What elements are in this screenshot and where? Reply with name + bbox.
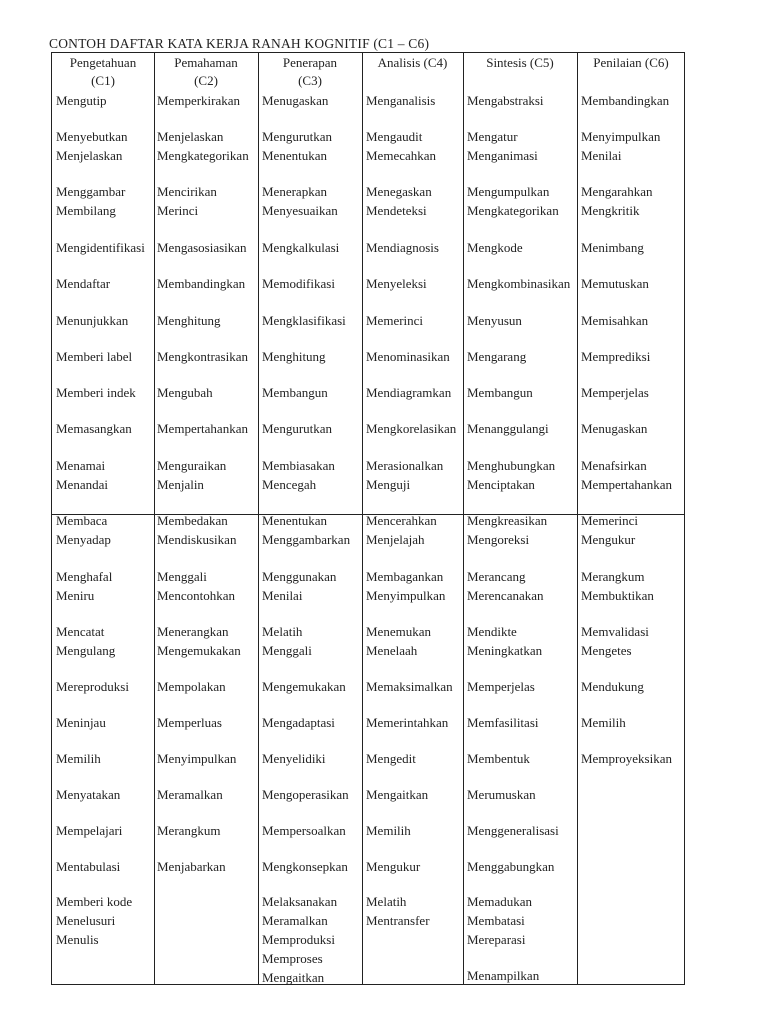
verb-cell: Menulis	[56, 932, 99, 947]
verb-cell: Meramalkan	[262, 913, 328, 928]
verb-cell: Mengedit	[366, 751, 416, 766]
verb-cell: Menelaah	[366, 643, 418, 658]
verb-cell: Menelusuri	[56, 913, 116, 928]
verb-cell: Menyelidiki	[262, 751, 326, 766]
verb-cell: Merinci	[157, 203, 199, 218]
column-divider	[577, 53, 578, 984]
verb-cell: Memperjelas	[581, 385, 649, 400]
verb-cell: Menjelaskan	[56, 148, 123, 163]
verb-cell: Memasangkan	[56, 421, 132, 436]
verb-cell: Menyesuaikan	[262, 203, 338, 218]
verb-cell: Mendiagnosis	[366, 240, 439, 255]
verb-cell: Menyimpulkan	[581, 129, 661, 144]
verb-cell: Menunjukkan	[56, 313, 129, 328]
verb-cell: Meninjau	[56, 715, 106, 730]
verb-cell: Mencerahkan	[366, 513, 437, 528]
verb-cell: Membentuk	[467, 751, 530, 766]
verb-cell: Merangkum	[581, 569, 645, 584]
header-c4: Analisis (C4)	[377, 55, 448, 70]
verb-cell: Mereproduksi	[56, 679, 129, 694]
verb-cell: Memilih	[581, 715, 626, 730]
verb-cell: Mengoperasikan	[262, 787, 349, 802]
column-divider	[258, 53, 259, 984]
verb-cell: Mendikte	[467, 624, 517, 639]
header-c1-line1: Pengetahuan	[69, 55, 137, 70]
verb-cell: Menentukan	[262, 513, 327, 528]
verb-cell: Mengaudit	[366, 129, 423, 144]
verb-cell: Mengemukakan	[157, 643, 241, 658]
verb-cell: Merencanakan	[467, 588, 544, 603]
verb-cell: Menerangkan	[157, 624, 229, 639]
verb-cell: Mengetes	[581, 643, 632, 658]
header-c1	[52, 54, 154, 89]
column-divider	[154, 53, 155, 984]
verb-cell: Menggali	[262, 643, 312, 658]
verb-cell: Menjalin	[157, 477, 204, 492]
verb-cell: Memberi indek	[56, 385, 136, 400]
verb-cell: Melatih	[366, 894, 407, 909]
verb-cell: Mengarang	[467, 349, 527, 364]
verb-cell: Mengumpulkan	[467, 184, 550, 199]
verb-cell: Mendiagramkan	[366, 385, 452, 400]
verb-cell: Mengaitkan	[262, 970, 325, 985]
verb-cell: Menafsirkan	[581, 458, 647, 473]
verb-cell: Mendaftar	[56, 276, 111, 291]
verb-cell: Menominasikan	[366, 349, 450, 364]
verb-cell: Membedakan	[157, 513, 228, 528]
verb-cell: Mengkalkulasi	[262, 240, 340, 255]
verb-cell: Menugaskan	[581, 421, 648, 436]
verb-cell: Menyebutkan	[56, 129, 128, 144]
verb-cell: Menganimasi	[467, 148, 538, 163]
verb-cell: Menugaskan	[262, 93, 329, 108]
verb-cell: Mengkritik	[581, 203, 640, 218]
verb-cell: Mengkontrasikan	[157, 349, 248, 364]
verb-cell: Menentukan	[262, 148, 327, 163]
verb-cell: Menghafal	[56, 569, 113, 584]
verb-cell: Merancang	[467, 569, 526, 584]
verb-cell: Memodifikasi	[262, 276, 335, 291]
verb-cell: Meningkatkan	[467, 643, 543, 658]
verb-cell: Menguji	[366, 477, 411, 492]
verb-cell: Memberi kode	[56, 894, 133, 909]
verb-cell: Mengkorelasikan	[366, 421, 457, 436]
verb-cell: Memerinci	[366, 313, 424, 328]
verb-cell: Menggali	[157, 569, 207, 584]
verb-cell: Menghitung	[262, 349, 326, 364]
verb-cell: Menciptakan	[467, 477, 535, 492]
verb-cell: Mengkategorikan	[467, 203, 559, 218]
verb-cell: Memilih	[366, 823, 411, 838]
verb-cell: Memproses	[262, 951, 323, 966]
verb-cell: Merangkum	[157, 823, 221, 838]
verb-cell: Memproyeksikan	[581, 751, 672, 766]
verb-cell: Mengabstraksi	[467, 93, 544, 108]
verb-cell: Membangun	[467, 385, 533, 400]
verb-cell: Mengulang	[56, 643, 116, 658]
verb-cell: Menguraikan	[157, 458, 227, 473]
verb-cell: Mempelajari	[56, 823, 123, 838]
verb-cell: Mencatat	[56, 624, 105, 639]
verb-cell: Melatih	[262, 624, 303, 639]
verb-cell: Menyeleksi	[366, 276, 427, 291]
column-divider	[362, 53, 363, 984]
verb-cell: Mencegah	[262, 477, 317, 492]
verb-cell: Menyatakan	[56, 787, 121, 802]
verb-cell: Membaca	[56, 513, 108, 528]
verb-cell: Memprediksi	[581, 349, 651, 364]
verb-cell: Mencirikan	[157, 184, 217, 199]
verb-cell: Menilai	[262, 588, 303, 603]
verb-cell: Mengutip	[56, 93, 107, 108]
verb-cell: Membuktikan	[581, 588, 654, 603]
header-c3-line1: Penerapan	[282, 55, 338, 70]
verb-cell: Membiasakan	[262, 458, 335, 473]
verb-cell: Memproduksi	[262, 932, 335, 947]
verb-cell: Membangun	[262, 385, 328, 400]
verb-cell: Mengarahkan	[581, 184, 653, 199]
verb-cell: Mengemukakan	[262, 679, 346, 694]
verb-cell: Mengaitkan	[366, 787, 429, 802]
verb-cell: Mengatur	[467, 129, 518, 144]
header-c2-line1: Pemahaman	[174, 55, 238, 70]
verb-cell: Meniru	[56, 588, 95, 603]
verb-cell: Mempertahankan	[581, 477, 672, 492]
verb-cell: Mendiskusikan	[157, 532, 237, 547]
verb-cell: Memutuskan	[581, 276, 649, 291]
verb-cell: Menggabungkan	[467, 859, 555, 874]
verb-cell: Membandingkan	[157, 276, 246, 291]
verb-cell: Membilang	[56, 203, 116, 218]
verb-cell: Merasionalkan	[366, 458, 444, 473]
verb-cell: Menandai	[56, 477, 108, 492]
verb-cell: Mengkombinasikan	[467, 276, 571, 291]
verb-cell: Mengubah	[157, 385, 213, 400]
verb-cell: Memvalidasi	[581, 624, 649, 639]
verb-cell: Mengklasifikasi	[262, 313, 346, 328]
header-c3-line2: (C3)	[298, 72, 322, 88]
verb-cell: Memisahkan	[581, 313, 649, 328]
verb-cell: Menyadap	[56, 532, 111, 547]
verb-cell: Mentransfer	[366, 913, 430, 928]
verb-cell: Memaksimalkan	[366, 679, 453, 694]
verb-cell: Mempersoalkan	[262, 823, 346, 838]
verb-cell: Menegaskan	[366, 184, 432, 199]
verb-table	[51, 52, 685, 985]
verb-cell: Menggeneralisasi	[467, 823, 559, 838]
verb-cell: Mempertahankan	[157, 421, 248, 436]
verb-cell: Menyimpulkan	[157, 751, 237, 766]
verb-cell: Membagankan	[366, 569, 444, 584]
header-c3	[258, 54, 362, 89]
verb-cell: Menjelaskan	[157, 129, 224, 144]
verb-cell: Mendukung	[581, 679, 644, 694]
verb-cell: Melaksanakan	[262, 894, 338, 909]
verb-cell: Menamai	[56, 458, 106, 473]
verb-cell: Mengidentifikasi	[56, 240, 145, 255]
verb-cell: Menjabarkan	[157, 859, 226, 874]
verb-cell: Meramalkan	[157, 787, 223, 802]
verb-cell: Membatasi	[467, 913, 525, 928]
verb-cell: Memilih	[56, 751, 101, 766]
verb-cell: Mengoreksi	[467, 532, 530, 547]
verb-cell: Menanggulangi	[467, 421, 549, 436]
verb-cell: Mengkategorikan	[157, 148, 249, 163]
verb-cell: Mengasosiasikan	[157, 240, 247, 255]
verb-cell: Mengukur	[581, 532, 636, 547]
verb-cell: Menganalisis	[366, 93, 436, 108]
verb-cell: Mengkreasikan	[467, 513, 548, 528]
verb-cell: Mengurutkan	[262, 421, 333, 436]
header-c1-line2: (C1)	[91, 72, 115, 88]
verb-cell: Menggunakan	[262, 569, 337, 584]
verb-cell: Mengkode	[467, 240, 523, 255]
header-c5: Sintesis (C5)	[486, 55, 554, 70]
header-c2-line2: (C2)	[194, 72, 218, 88]
verb-cell: Memperkirakan	[157, 93, 241, 108]
verb-cell: Mengukur	[366, 859, 421, 874]
verb-cell: Memperluas	[157, 715, 222, 730]
verb-cell: Memperjelas	[467, 679, 535, 694]
verb-cell: Menggambarkan	[262, 532, 351, 547]
verb-cell: Memfasilitasi	[467, 715, 539, 730]
verb-cell: Menilai	[581, 148, 622, 163]
verb-cell: Mengurutkan	[262, 129, 333, 144]
verb-cell: Mempolakan	[157, 679, 226, 694]
header-c6: Penilaian (C6)	[593, 55, 669, 70]
verb-cell: Menggambar	[56, 184, 126, 199]
verb-cell: Memerinci	[581, 513, 639, 528]
verb-cell: Menjelajah	[366, 532, 425, 547]
verb-cell: Mengadaptasi	[262, 715, 335, 730]
verb-cell: Menimbang	[581, 240, 644, 255]
verb-cell: Mentabulasi	[56, 859, 121, 874]
verb-cell: Membandingkan	[581, 93, 670, 108]
verb-cell: Memerintahkan	[366, 715, 449, 730]
verb-cell: Menghubungkan	[467, 458, 556, 473]
verb-cell: Memberi label	[56, 349, 133, 364]
verb-cell: Mencontohkan	[157, 588, 235, 603]
verb-cell: Menyusun	[467, 313, 522, 328]
verb-cell: Mereparasi	[467, 932, 526, 947]
column-divider	[463, 53, 464, 984]
document-title: CONTOH DAFTAR KATA KERJA RANAH KOGNITIF (C1 – C6)	[49, 36, 430, 51]
header-c2	[154, 54, 258, 89]
verb-cell: Menemukan	[366, 624, 431, 639]
verb-cell: Menyimpulkan	[366, 588, 446, 603]
verb-cell: Memadukan	[467, 894, 532, 909]
verb-cell: Menghitung	[157, 313, 221, 328]
verb-cell: Mengkonsepkan	[262, 859, 348, 874]
verb-cell: Menampilkan	[467, 968, 540, 983]
verb-cell: Merumuskan	[467, 787, 536, 802]
verb-cell: Memecahkan	[366, 148, 437, 163]
verb-cell: Mendeteksi	[366, 203, 427, 218]
verb-cell: Menerapkan	[262, 184, 327, 199]
